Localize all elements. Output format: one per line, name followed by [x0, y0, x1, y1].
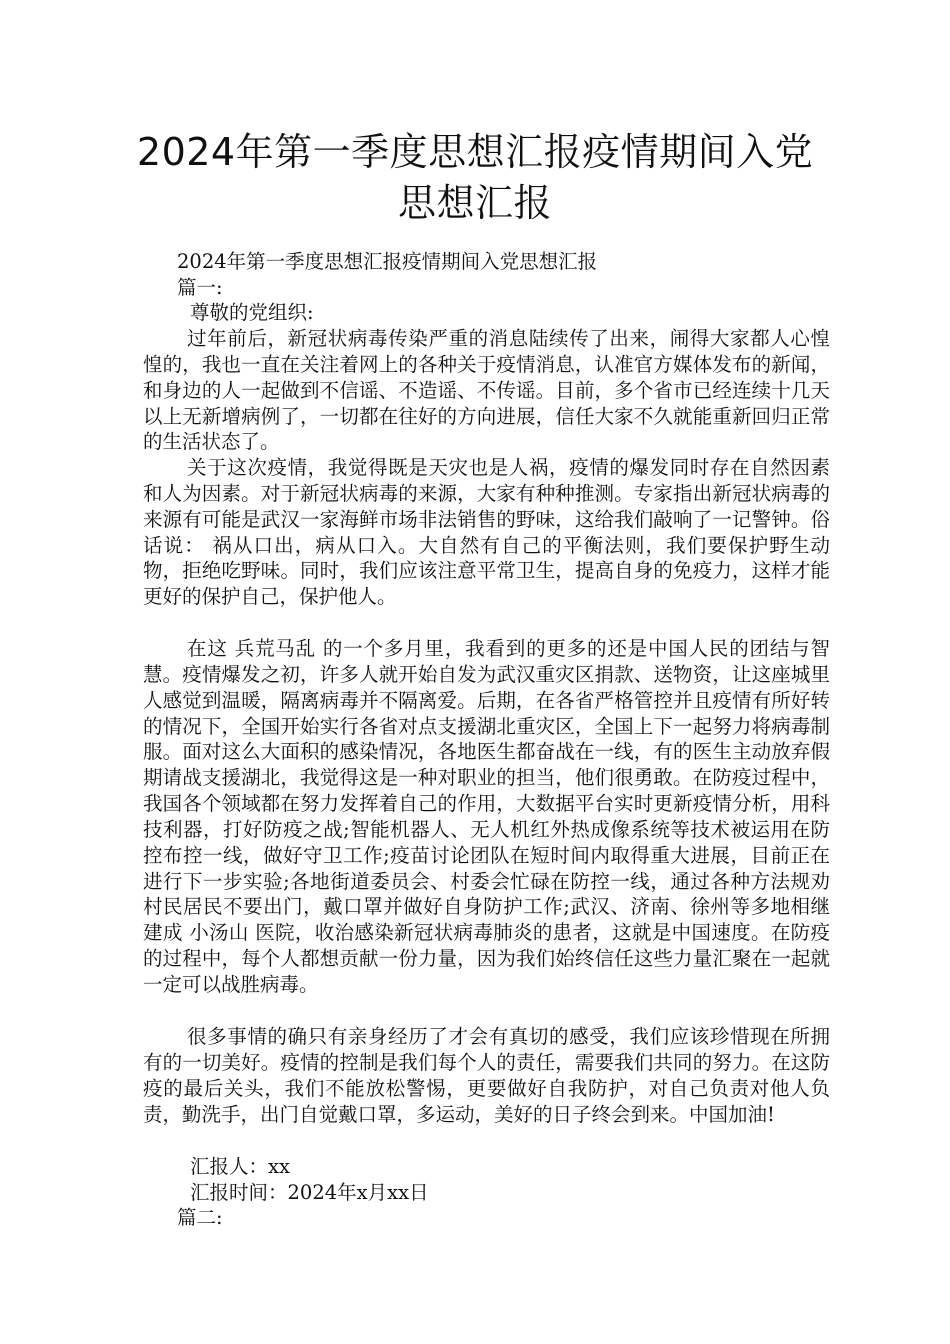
section-2-label: 篇二: [177, 1206, 223, 1229]
salutation: 尊敬的党组织: [190, 301, 314, 324]
paragraph-1: 过年前后，新冠状病毒传染严重的消息陆续传了出来，闹得大家都人心惶惶的，我也一直在关注着网上的各种关于疫情消息，认准官方媒体发布的新闻，和身边的人一起做到不信谣、不造谣、不传谣。目前，多个省市已经连续十几天以上无新增病例了，一切都在往好的方向进展，信任大家不久就能重新回归正常的生活状态了。 [143, 327, 830, 454]
paragraph-3: 在这 兵荒马乱 的一个多月里，我看到的更多的还是中国人民的团结与智慧。疫情爆发之初，许多人就开始自发为武汉重灾区捐款、送物资，让这座城里人感觉到温暖，隔离病毒并不隔离爱。后期，在各省严格管控并且疫情有所好转的情况下，全国开始实行各省对点支援湖北重灾区，全国上下一起努力将病毒制服。面对这么大面积的感染情况，各地医生都奋战在一线，有的医生主动放弃假期请战支援湖北，我觉得这是一种对职业的担当，他们很勇敢。在防疫过程中，我国各个领域都在努力发挥着自己的作用，大数据平台实时更新疫情分析，用科技利器，打好防疫之战;智能机器人、无人机红外热成像系统等技术被运用在防控布控一线，做好守卫工作;疫苗讨论团队在短时间内取得重大进展，目前正在进行下一步实验;各地街道委员会、村委会忙碌在防控一线，通过各种方法规劝村民居民不要出门，戴口罩并做好自身防护工作;武汉、济南、徐州等多地相继建成 小汤山 医院，收治感染新冠状病毒肺炎的患者，这就是中国速度。在防疫的过程中，每个人都想贡献一份力量，因为我们始终信任这些力量汇聚在一起就一定可以战胜病毒。 [143, 637, 830, 996]
report-date-line: 汇报时间：2024年x月xx日 [190, 1181, 429, 1204]
section-1-label: 篇一: [177, 276, 223, 299]
document-subtitle: 2024年第一季度思想汇报疫情期间入党思想汇报 [177, 250, 598, 273]
paragraph-4: 很多事情的确只有亲身经历了才会有真切的感受，我们应该珍惜现在所拥有的一切美好。疫情的控制是我们每个人的责任，需要我们共同的努力。在这防疫的最后关头，我们不能放松警惕，更要做好自我防护，对自己负责对他人负责，勤洗手，出门自觉戴口罩，多运动，美好的日子终会到来。中国加油! [143, 1025, 830, 1126]
document-title-line-2: 思想汇报 [397, 181, 552, 225]
document-title-line-1: 2024年第一季度思想汇报疫情期间入党 [136, 130, 814, 174]
paragraph-2: 关于这次疫情，我觉得既是天灾也是人祸，疫情的爆发同时存在自然因素和人为因素。对于新冠状病毒的来源，大家有种种推测。专家指出新冠状病毒的来源有可能是武汉一家海鲜市场非法销售的野味，这给我们敲响了一记警钟。俗话说： 祸从口出，病从口入。大自然有自己的平衡法则，我们要保护野生动物，拒绝吃野味。同时，我们应该注意平常卫生，提高自身的免疫力，这样才能更好的保护自己，保护他人。 [143, 456, 830, 609]
reporter-line: 汇报人：xx [190, 1155, 290, 1178]
